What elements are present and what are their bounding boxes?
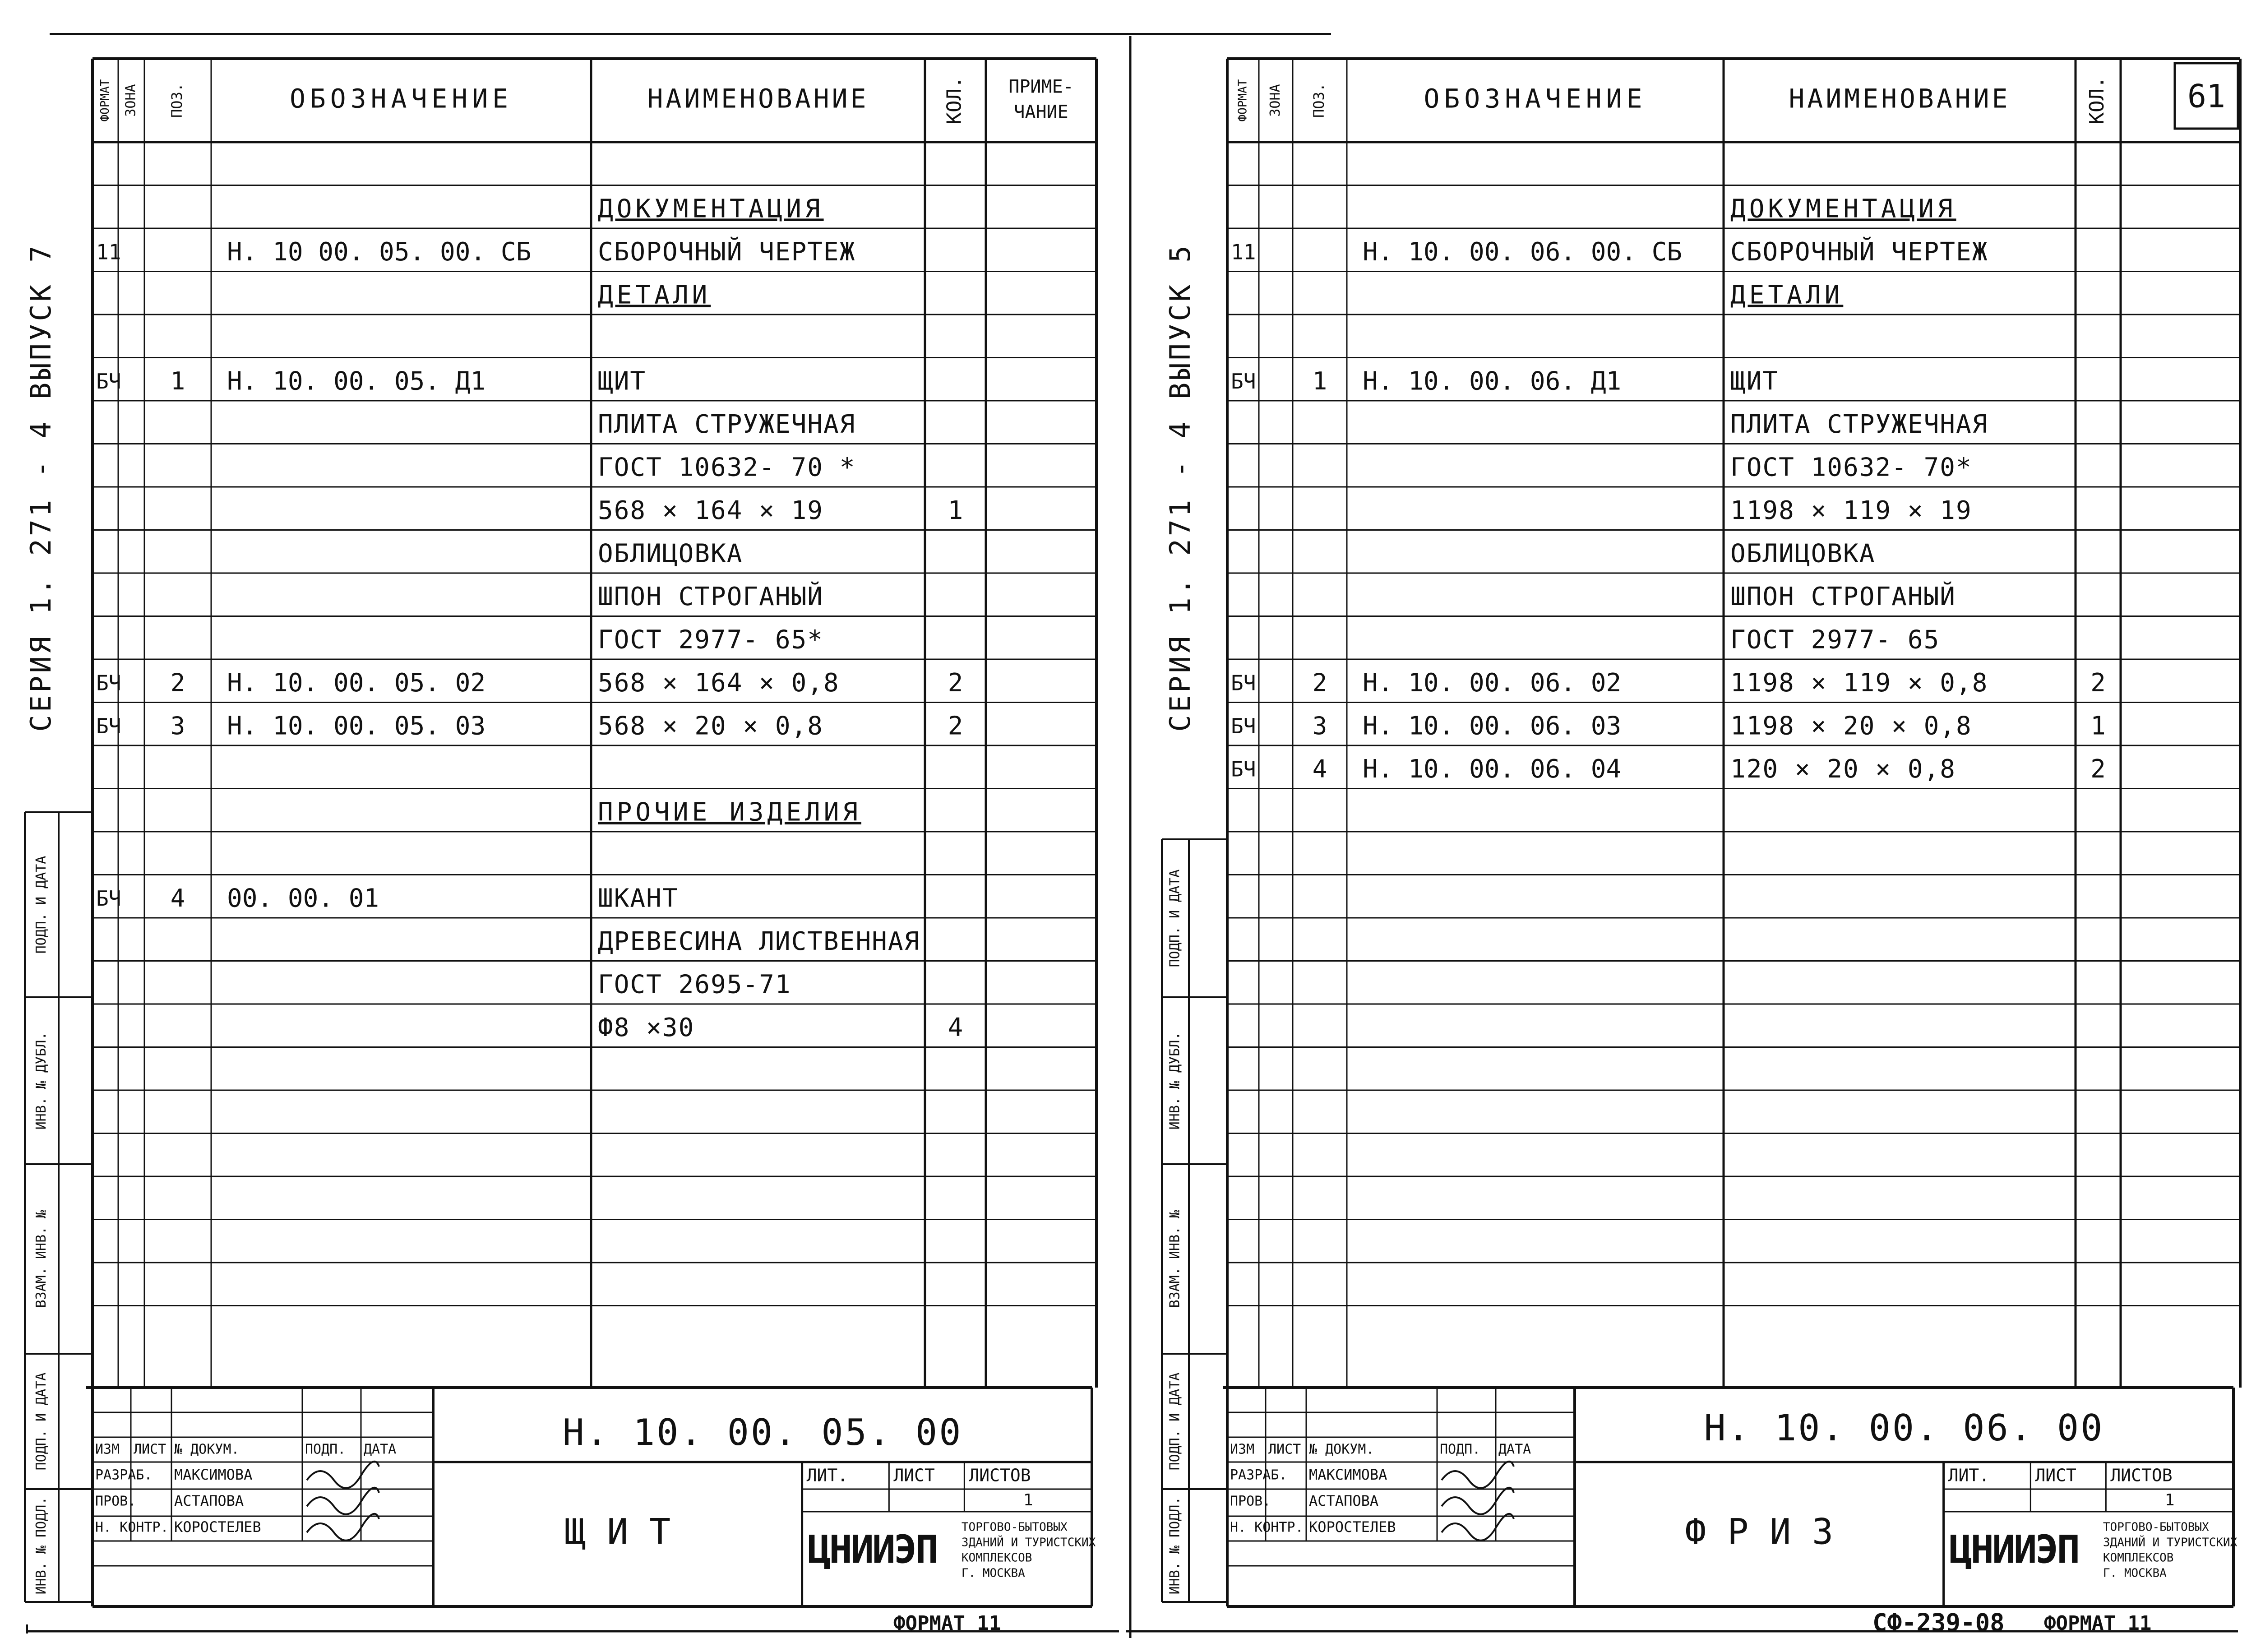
spec-row [96, 711, 963, 740]
cell-name: ОБЛИЦОВКА [598, 539, 743, 569]
sheets-label: ЛИСТОВ [2110, 1465, 2173, 1485]
sig-header: ЛИСТ [134, 1441, 166, 1458]
cell-name: ДРЕВЕСИНА ЛИСТВЕННАЯ [598, 926, 920, 956]
header-name: НАИМЕНОВАНИЕ [647, 83, 869, 114]
spec-row [598, 280, 711, 310]
side-stamp-label: ПОДП. И ДАТА [33, 1372, 49, 1471]
sig-header: ИЗМ [1230, 1441, 1255, 1458]
cell-qty: 2 [948, 668, 963, 698]
side-stamp-label: ПОДП. И ДАТА [1167, 1372, 1183, 1471]
cell-pos: 4 [1312, 754, 1327, 783]
sig-header: № ДОКУМ. [174, 1441, 240, 1458]
signature-scribble [307, 1462, 379, 1488]
signer-role: ПРОВ. [95, 1493, 136, 1509]
spec-row [1231, 711, 2106, 740]
cell-name: 568 × 164 × 19 [598, 495, 824, 525]
document-code: Н. 10. 00. 05. 00 [562, 1411, 963, 1453]
cell-pos: 2 [170, 668, 185, 697]
organization-name: КОМПЛЕКСОВ [2103, 1551, 2174, 1565]
spec-row [1730, 539, 1875, 568]
cell-name: ГОСТ 10632- 70 * [598, 453, 856, 482]
cell-name: 1198 × 20 × 0,8 [1730, 711, 1972, 741]
cell-format: БЧ [1231, 369, 1256, 393]
spec-row [598, 970, 791, 999]
sig-header: № ДОКУМ. [1309, 1441, 1374, 1458]
cell-name: ГОСТ 10632- 70* [1730, 453, 1972, 482]
cell-name: Ф8 ×30 [598, 1013, 695, 1042]
header-note-line1: ПРИМЕ- [1008, 76, 1074, 97]
spec-row [1730, 582, 1956, 611]
sig-header: ПОДП. [305, 1441, 346, 1458]
sig-header: ПОДП. [1440, 1441, 1481, 1458]
cell-designation: Н. 10. 00. 06. 04 [1363, 754, 1622, 784]
cell-pos: 4 [170, 884, 185, 912]
sig-header: ИЗМ [95, 1441, 120, 1458]
spec-row [598, 582, 823, 611]
lit-label: ЛИТ. [1948, 1465, 1990, 1485]
spec-row [96, 668, 963, 698]
cell-name: ПЛИТА СТРУЖЕЧНАЯ [598, 409, 856, 439]
organization-logo: ЦНИИЭП [807, 1527, 937, 1573]
spec-row [1231, 366, 1779, 396]
header-designation: ОБОЗНАЧЕНИЕ [289, 83, 513, 114]
signer-name: АСТАПОВА [1309, 1492, 1379, 1509]
cell-format: 11 [96, 240, 121, 264]
cell-name: ГОСТ 2695-71 [598, 970, 791, 1000]
side-stamp-strip [1162, 839, 1227, 1602]
cell-name: 1198 × 119 × 0,8 [1730, 668, 1988, 698]
cell-name: ШПОН СТРОГАНЫЙ [1730, 582, 1956, 611]
cell-name: 1198 × 119 × 19 [1730, 495, 1972, 525]
spec-row [1730, 280, 1843, 310]
signer-role: РАЗРАБ. [1230, 1467, 1287, 1483]
header-qty: КОЛ. [2085, 76, 2108, 125]
header-pos: ПОЗ. [1310, 83, 1327, 118]
organization-name: ТОРГОВО-БЫТОВЫХ [2103, 1520, 2209, 1534]
organization-name: ТОРГОВО-БЫТОВЫХ [961, 1520, 1068, 1534]
organization-name: Г. МОСКВА [961, 1566, 1025, 1580]
header-name: НАИМЕНОВАНИЕ [1789, 83, 2011, 114]
side-stamp-label: ИНВ. № ДУБЛ. [33, 1032, 49, 1130]
cell-designation: Н. 10. 00. 06. 02 [1363, 668, 1622, 698]
signer-name: МАКСИМОВА [174, 1466, 253, 1483]
organization-name: ЗДАНИЙ И ТУРИСТСКИХ [2103, 1536, 2238, 1550]
item-name: Ф Р И З [1685, 1512, 1834, 1553]
cell-format: БЧ [96, 713, 121, 738]
cell-name: ЩИТ [1730, 366, 1779, 396]
format-label: ФОРМАТ 11 [2044, 1612, 2152, 1635]
spec-row [598, 496, 963, 525]
cell-designation: Н. 10. 00. 05. 02 [227, 668, 486, 698]
spec-row [598, 410, 855, 439]
cell-format: БЧ [1231, 671, 1256, 695]
spec-row [1730, 453, 1972, 482]
cell-format: 11 [1231, 240, 1256, 264]
cell-format: БЧ [96, 369, 121, 393]
side-stamp-label: ПОДП. И ДАТА [33, 856, 49, 954]
cell-pos: 2 [1312, 668, 1327, 697]
lit-label: ЛИТ. [806, 1465, 848, 1485]
cell-designation: Н. 10. 00. 06. 00. СБ [1363, 237, 1683, 267]
side-stamp-label: ВЗАМ. ИНВ. № [1167, 1210, 1183, 1308]
cell-qty: 2 [948, 711, 963, 741]
series-label: СЕРИЯ 1. 271 - 4 ВЫПУСК 5 [1164, 243, 1197, 732]
signer-role: ПРОВ. [1230, 1493, 1271, 1509]
signer-name: МАКСИМОВА [1309, 1466, 1387, 1483]
sheets-total: 1 [1023, 1491, 1033, 1509]
section-heading: ПРОЧИЕ ИЗДЕЛИЯ [598, 797, 862, 827]
spec-row [1730, 410, 1988, 439]
cell-designation: Н. 10 00. 05. 00. СБ [227, 237, 532, 267]
signature-scribble [307, 1514, 379, 1541]
header-zone: ЗОНА [123, 84, 139, 117]
spec-row [1231, 754, 2106, 784]
signature-scribble [1442, 1514, 1514, 1541]
spec-row [1730, 625, 1940, 654]
side-stamp-label: ИНВ. № ДУБЛ. [1167, 1032, 1183, 1130]
cell-name: 568 × 20 × 0,8 [598, 711, 824, 741]
cell-pos: 3 [170, 711, 185, 740]
sig-header: ЛИСТ [1268, 1441, 1301, 1458]
spec-row [1231, 668, 2106, 698]
spec-row [598, 539, 743, 568]
side-stamp-label: ИНВ. № ПОДЛ. [1167, 1496, 1183, 1595]
sheet-left [24, 59, 1096, 1635]
cell-name: 568 × 164 × 0,8 [598, 668, 840, 698]
cell-designation: Н. 10. 00. 06. 03 [1363, 711, 1622, 741]
cell-name: СБОРОЧНЫЙ ЧЕРТЕЖ [1730, 237, 1988, 267]
drawing-id: СФ-239-08 [1872, 1608, 2005, 1637]
cell-pos: 3 [1312, 711, 1327, 740]
cell-designation: Н. 10. 00. 05. Д1 [227, 366, 486, 396]
cell-format: БЧ [96, 671, 121, 695]
section-heading: ДЕТАЛИ [598, 280, 711, 310]
spec-row [96, 237, 855, 267]
cell-designation: Н. 10. 00. 05. 03 [227, 711, 486, 741]
spec-row [598, 927, 920, 956]
cell-name: ШКАНТ [598, 884, 679, 913]
spec-row [598, 797, 861, 827]
sig-header: ДАТА [1498, 1441, 1531, 1458]
header-qty: КОЛ. [943, 76, 966, 125]
signer-name: КОРОСТЕЛЕВ [174, 1518, 261, 1536]
cell-format: БЧ [1231, 713, 1256, 738]
section-heading: ДЕТАЛИ [1730, 280, 1844, 310]
cell-qty: 2 [2090, 668, 2106, 698]
section-heading: ДОКУМЕНТАЦИЯ [1730, 194, 1956, 224]
organization-name: ЗДАНИЙ И ТУРИСТСКИХ [961, 1536, 1096, 1550]
cell-format: БЧ [1231, 757, 1256, 782]
header-zone: ЗОНА [1267, 84, 1283, 117]
document-code: Н. 10. 00. 06. 00 [1704, 1407, 2104, 1449]
cell-name: 120 × 20 × 0,8 [1730, 754, 1956, 784]
cell-name: ШПОН СТРОГАНЫЙ [598, 582, 824, 611]
spec-row [1730, 194, 1956, 223]
spec-row [598, 194, 824, 223]
side-stamp-label: ВЗАМ. ИНВ. № [33, 1210, 49, 1308]
series-label: СЕРИЯ 1. 271 - 4 ВЫПУСК 7 [24, 243, 58, 732]
cell-format: БЧ [96, 886, 121, 911]
signer-role: Н. КОНТР. [95, 1519, 169, 1536]
sheet-label: ЛИСТ [893, 1465, 935, 1485]
title-block [1223, 1388, 2238, 1606]
sig-header: ДАТА [364, 1441, 397, 1458]
cell-designation: 00. 00. 01 [227, 884, 379, 913]
cell-name: ПЛИТА СТРУЖЕЧНАЯ [1730, 409, 1988, 439]
sheets-label: ЛИСТОВ [969, 1465, 1031, 1485]
organization-logo: ЦНИИЭП [1949, 1527, 2079, 1573]
sheets-total: 1 [2164, 1491, 2175, 1509]
signature-scribble [307, 1488, 379, 1514]
side-stamp-label: ПОДП. И ДАТА [1167, 869, 1183, 967]
item-name: Щ И Т [564, 1512, 671, 1553]
signature-scribble [1442, 1488, 1514, 1514]
signer-name: КОРОСТЕЛЕВ [1309, 1518, 1396, 1536]
header-note-line2: ЧАНИЕ [1014, 102, 1068, 123]
spec-row [1730, 496, 1972, 525]
cell-name: ГОСТ 2977- 65 [1730, 625, 1940, 655]
cell-qty: 2 [2090, 754, 2106, 784]
signer-name: АСТАПОВА [174, 1492, 244, 1509]
cell-name: ЩИТ [598, 366, 647, 396]
cell-qty: 1 [948, 495, 963, 525]
signer-role: Н. КОНТР. [1230, 1519, 1304, 1536]
cell-qty: 4 [948, 1013, 963, 1042]
sheet-right [1162, 59, 2240, 1637]
cell-name: ГОСТ 2977- 65* [598, 625, 824, 655]
spec-row [598, 625, 823, 654]
header-pos: ПОЗ. [168, 83, 185, 118]
page-number: 61 [2187, 78, 2226, 115]
spec-row [598, 1013, 963, 1042]
header-designation: ОБОЗНАЧЕНИЕ [1424, 83, 1647, 114]
cell-name: ОБЛИЦОВКА [1730, 539, 1876, 569]
format-label: ФОРМАТ 11 [893, 1612, 1001, 1635]
cell-qty: 1 [2090, 711, 2106, 741]
cell-designation: Н. 10. 00. 06. Д1 [1363, 366, 1622, 396]
signer-role: РАЗРАБ. [95, 1467, 153, 1483]
title-block [86, 1388, 1096, 1606]
spec-row [598, 453, 855, 482]
cell-pos: 1 [170, 366, 185, 395]
organization-name: КОМПЛЕКСОВ [961, 1551, 1032, 1565]
spec-row [96, 366, 646, 396]
organization-name: Г. МОСКВА [2103, 1566, 2167, 1580]
header-format: ФОРМАТ [98, 79, 112, 122]
cell-pos: 1 [1312, 366, 1327, 395]
spec-row [1231, 237, 1988, 267]
side-stamp-label: ИНВ. № ПОДЛ. [33, 1496, 49, 1595]
header-format: ФОРМАТ [1236, 79, 1250, 122]
signature-scribble [1442, 1462, 1514, 1488]
section-heading: ДОКУМЕНТАЦИЯ [598, 194, 824, 224]
sheet-label: ЛИСТ [2035, 1465, 2076, 1485]
side-stamp-strip [25, 812, 92, 1602]
cell-name: СБОРОЧНЫЙ ЧЕРТЕЖ [598, 237, 856, 267]
